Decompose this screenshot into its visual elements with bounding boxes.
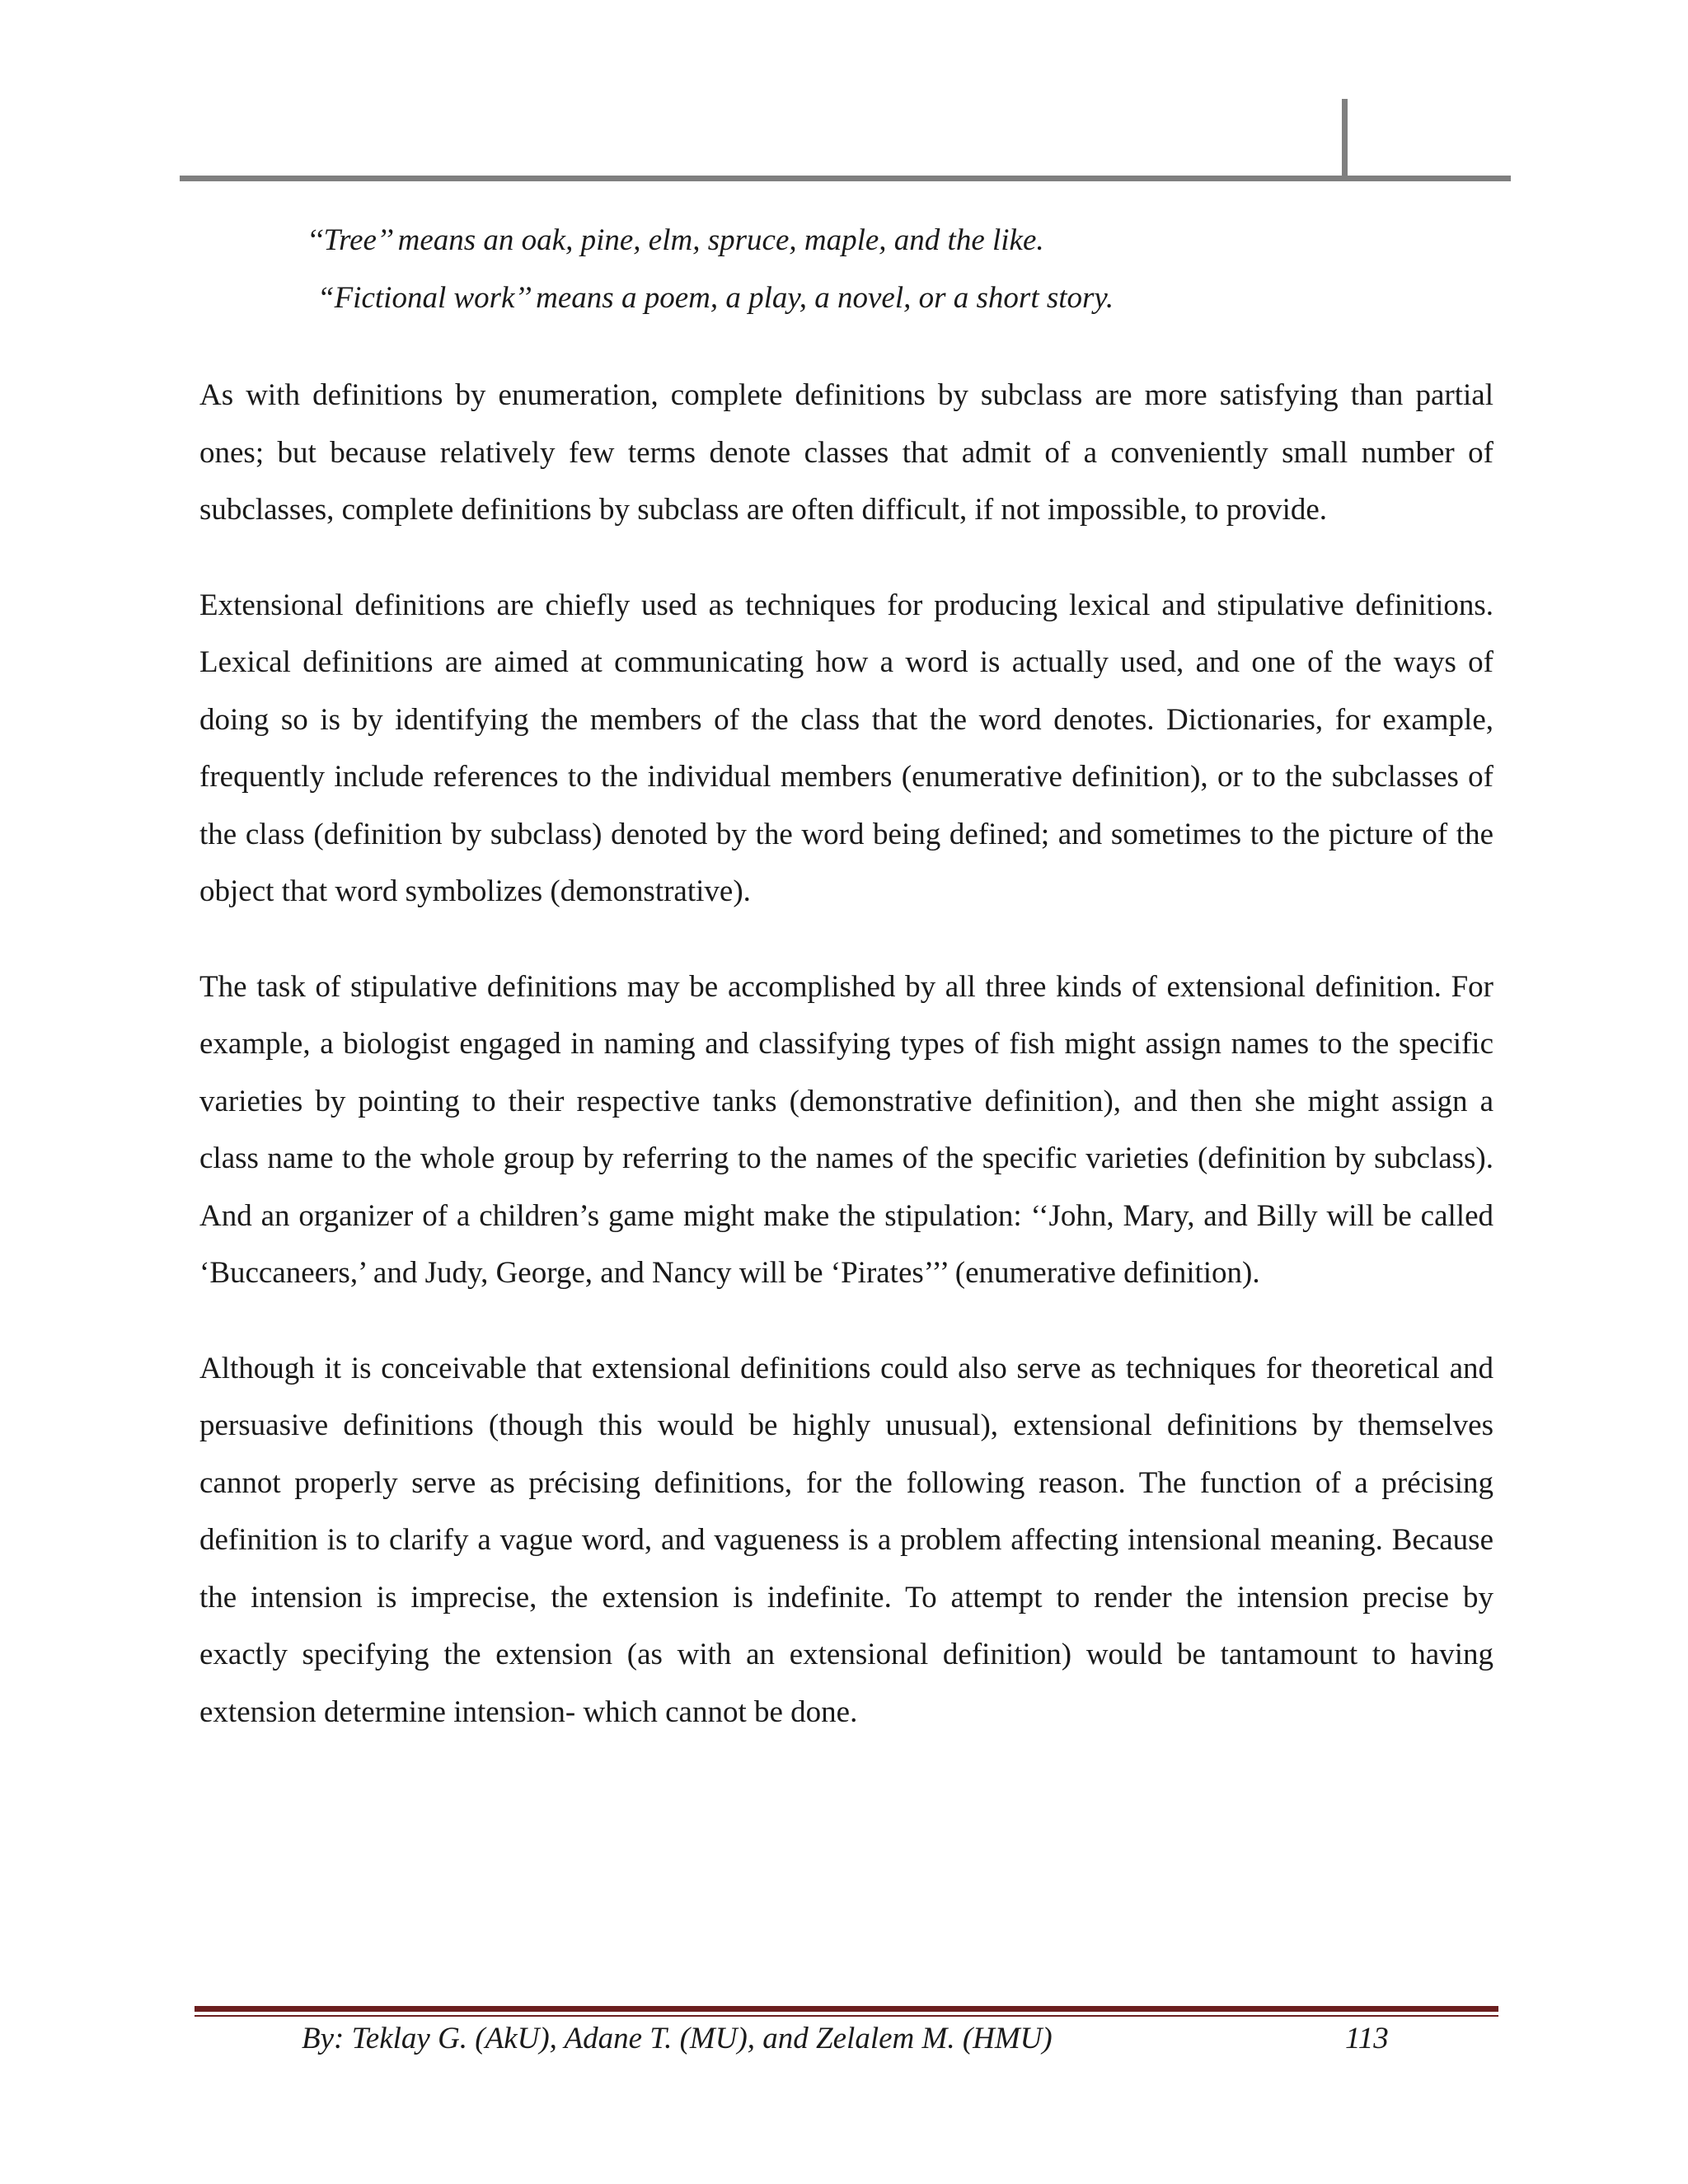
page-number: 113: [1345, 2022, 1389, 2055]
paragraph-subclass-definitions: As with definitions by enumeration, complete definitions by subclass are more satisfying than partial ones; but because relatively few terms denote classes that admit of a conveniently small number of subclasses, complete definitions by subclass are often difficult, if not impossible, to provide.: [199, 378, 1493, 527]
paragraph-precising-definitions: Although it is conceivable that extensional definitions could also serve as techniques for theoretical and persuasive definitions (though this would be highly unusual), extensional definitions by themselves cannot properly serve as précising definitions, for the following reason. The function of a précising definition is to clarify a vague word, and vagueness is a problem affecting intensional meaning. Because the intension is imprecise, the extension is indefinite. To attempt to render the intension precise by exactly specifying the extension (as with an extensional definition) would be tantamount to having extension determine intension- which cannot be done.: [199, 1351, 1493, 1729]
footer-rule-thin: [195, 2015, 1498, 2017]
body-text: [199, 367, 1493, 1779]
footer-rule-thick: [195, 2006, 1498, 2012]
paragraph-stipulative-task: The task of stipulative definitions may be accomplished by all three kinds of extensional definition. For example, a biologist engaged in naming and classifying types of fish might assign names to the specific varieties by pointing to their respective tanks (demonstrative definition), and then she might assign a class name to the whole group by referring to the names of the specific varieties (definition by subclass). And an organizer of a children’s game might make the stipulation: ‘‘John, Mary, and Billy will be called ‘Buccaneers,’ and Judy, George, and Nancy will be ‘Pirates’’’ (enumerative definition).: [199, 969, 1493, 1290]
paragraph-lexical-stipulative: Extensional definitions are chiefly used as techniques for producing lexical and stipulative definitions. Lexical definitions are aimed at communicating how a word is actually used, and one of the ways of doing so is by identifying the members of the class that the word denotes. Dictionaries, for example, frequently include references to the individual members (enumerative definition), or to the subclasses of the class (definition by subclass) denoted by the word being defined; and sometimes to the picture of the object that word symbolizes (demonstrative).: [199, 588, 1493, 908]
example-fictional-work: “Fictional work’’ means a poem, a play, a novel, or a short story.: [317, 281, 1114, 315]
header-tick-mark: [1342, 99, 1348, 180]
example-tree: ‘‘Tree’’ means an oak, pine, elm, spruce, maple, and the like.: [307, 223, 1044, 257]
footer-authors: By: Teklay G. (AkU), Adane T. (MU), and Zelalem M. (HMU): [302, 2022, 1053, 2055]
header-rule: [180, 176, 1511, 181]
